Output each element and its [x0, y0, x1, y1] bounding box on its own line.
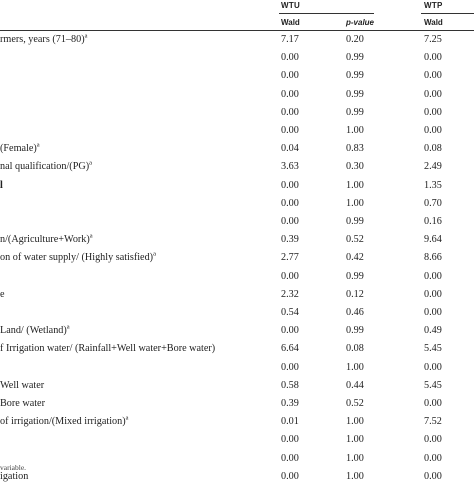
wtp-wald-cell: 7.25 — [424, 34, 442, 45]
footnote-marker: a — [36, 141, 40, 149]
wtu-pvalue-cell: 1.00 — [346, 434, 364, 446]
wtu-pvalue-cell: 0.08 — [346, 343, 364, 355]
wtu-pvalue-cell: 1.00 — [346, 361, 364, 373]
wtu-pvalue-cell: 0.52 — [346, 398, 364, 409]
pvalue-column-header-text: p-value — [346, 18, 375, 27]
row-label — [0, 377, 44, 395]
wtu-wald-cell: 0.00 — [281, 70, 299, 82]
table-row — [0, 286, 474, 304]
table-row — [0, 31, 474, 49]
wtu-wald-cell: 0.00 — [281, 470, 299, 482]
row-label — [0, 340, 215, 358]
wtp-wald-cell: 0.00 — [424, 106, 442, 118]
table-row — [0, 377, 474, 395]
table-row — [0, 104, 474, 122]
row-label-text: l — [0, 179, 3, 191]
table-row — [0, 86, 474, 104]
table-row — [0, 67, 474, 85]
footnote-marker: a — [153, 251, 156, 258]
wtu-pvalue-cell: 1.00 — [346, 197, 364, 209]
wtu-wald-cell: 3.63 — [281, 161, 299, 173]
table-row — [0, 122, 474, 140]
row-label — [0, 177, 3, 195]
wtu-pvalue-cell: 1.00 — [346, 452, 364, 464]
wtu-wald-cell: 0.58 — [281, 379, 299, 391]
row-label — [0, 31, 87, 49]
row-label-text: Bore water — [0, 398, 45, 409]
wtu-wald-cell: 7.17 — [281, 34, 299, 45]
wtu-pvalue-cell: 0.46 — [346, 307, 364, 318]
table-row — [0, 468, 474, 486]
wtu-wald-cell: 0.00 — [281, 452, 299, 464]
wtu-wald-cell: 2.77 — [281, 252, 299, 264]
table-row — [0, 413, 474, 431]
wtp-wald-column-header: Wald — [424, 18, 443, 27]
table-row — [0, 213, 474, 231]
row-label — [0, 158, 92, 176]
row-label-text: n/(Agriculture+Work) — [0, 234, 90, 246]
footnote-marker: a — [89, 160, 93, 167]
row-label — [0, 231, 93, 249]
wtp-header: WTP — [424, 1, 443, 10]
table-row — [0, 231, 474, 249]
table-row — [0, 395, 474, 413]
wtp-wald-cell: 0.49 — [424, 325, 442, 337]
row-label-text: of irrigation/(Mixed irrigation) — [0, 416, 126, 428]
wtu-wald-cell: 0.00 — [281, 361, 299, 373]
wtu-wald-cell: 0.54 — [281, 307, 299, 318]
wtu-pvalue-cell: 0.44 — [346, 379, 364, 391]
wtu-pvalue-cell: 1.00 — [346, 179, 364, 191]
wtp-wald-cell: 0.00 — [424, 470, 442, 482]
table-row — [0, 340, 474, 358]
wtp-wald-cell: 0.00 — [424, 288, 442, 300]
wtu-wald-cell: 0.00 — [281, 325, 299, 337]
table-row — [0, 304, 474, 322]
wtu-pvalue-cell: 0.20 — [346, 34, 364, 45]
wtu-pvalue-cell: 0.99 — [346, 270, 364, 282]
row-label-text: f Irrigation water/ (Rainfall+Well water+Bore water) — [0, 343, 216, 355]
wtp-wald-cell: 8.66 — [424, 252, 442, 264]
footnote-marker: a — [66, 323, 70, 331]
wtp-wald-cell: 0.00 — [424, 452, 442, 464]
table-row — [0, 431, 474, 449]
row-label-text: igation — [0, 470, 29, 482]
wtp-wald-cell: 0.16 — [424, 216, 442, 227]
wtp-wald-cell: 5.45 — [424, 379, 442, 391]
wtu-wald-cell: 0.00 — [281, 88, 299, 100]
wtp-group-rule — [421, 13, 474, 14]
wtu-wald-cell: 0.04 — [281, 143, 299, 155]
wtu-pvalue-cell: 0.42 — [346, 252, 364, 264]
wtp-wald-cell: 0.00 — [424, 398, 442, 409]
wtu-pvalue-cell: 0.52 — [346, 234, 364, 246]
wtu-pvalue-cell: 0.99 — [346, 70, 364, 82]
wtu-wald-cell: 0.39 — [281, 398, 299, 409]
row-label-text: Land/ (Wetland) — [0, 325, 67, 337]
table-row — [0, 158, 474, 176]
wtp-wald-cell: 9.64 — [424, 234, 442, 246]
row-label — [0, 286, 5, 304]
row-label-text: rmers, years (71–80) — [0, 34, 85, 45]
wtu-wald-cell: 0.00 — [281, 434, 299, 446]
wtu-pvalue-cell: 0.99 — [346, 52, 364, 64]
row-label-text: nal qualification/(PG) — [0, 161, 90, 173]
row-label — [0, 413, 129, 431]
wtp-wald-cell: 0.00 — [424, 52, 442, 64]
wald-column-header: Wald — [281, 18, 300, 27]
table-row — [0, 322, 474, 340]
wtp-wald-cell: 0.00 — [424, 125, 442, 136]
wtu-pvalue-cell: 0.99 — [346, 88, 364, 100]
wtu-wald-cell: 0.00 — [281, 216, 299, 227]
wtu-wald-cell: 0.01 — [281, 416, 299, 428]
wtp-wald-cell: 0.00 — [424, 307, 442, 318]
row-label-text: on of water supply/ (Highly satisfied) — [0, 252, 154, 264]
wtu-wald-cell: 0.00 — [281, 197, 299, 209]
wtu-pvalue-cell: 1.00 — [346, 470, 364, 482]
wtu-group-rule — [279, 13, 374, 14]
wtu-pvalue-cell: 0.99 — [346, 216, 364, 227]
wtu-wald-cell: 6.64 — [281, 343, 299, 355]
wtu-pvalue-cell: 0.83 — [346, 143, 364, 155]
row-label-text: e — [0, 288, 5, 300]
wtp-wald-cell: 0.00 — [424, 434, 442, 446]
row-label-text: Well water — [0, 379, 45, 391]
footnote-marker: a — [125, 414, 129, 422]
row-label — [0, 249, 156, 267]
table-row — [0, 195, 474, 213]
wtu-wald-cell: 0.00 — [281, 125, 299, 136]
footnote: variable. — [0, 463, 27, 472]
footnote-marker: a — [84, 32, 88, 40]
wtu-wald-cell: 0.00 — [281, 106, 299, 118]
wtu-wald-cell: 0.00 — [281, 179, 299, 191]
wtu-pvalue-cell: 1.00 — [346, 125, 364, 136]
row-label — [0, 395, 45, 413]
wtu-pvalue-cell: 1.00 — [346, 416, 364, 428]
footnote-marker: a — [89, 232, 93, 240]
wtp-wald-cell: 0.00 — [424, 70, 442, 82]
wtp-wald-cell: 2.49 — [424, 161, 442, 173]
table-row — [0, 140, 474, 158]
row-label-text: (Female) — [0, 143, 37, 155]
wtp-wald-cell: 0.08 — [424, 143, 442, 155]
table-row — [0, 359, 474, 377]
wtp-wald-cell: 0.00 — [424, 361, 442, 373]
wtu-wald-cell: 0.00 — [281, 52, 299, 64]
wtp-wald-cell: 0.00 — [424, 270, 442, 282]
row-label — [0, 140, 40, 158]
row-label — [0, 322, 70, 340]
wtu-wald-cell: 0.39 — [281, 234, 299, 246]
wtu-pvalue-cell: 0.12 — [346, 288, 364, 300]
wtp-wald-cell: 1.35 — [424, 179, 442, 191]
wtp-wald-cell: 7.52 — [424, 416, 442, 428]
pvalue-column-header — [346, 18, 374, 27]
wtu-wald-cell: 0.00 — [281, 270, 299, 282]
table-row — [0, 177, 474, 195]
wtu-pvalue-cell: 0.30 — [346, 161, 364, 173]
table-row — [0, 249, 474, 267]
wtu-header: WTU — [281, 1, 301, 10]
wtp-wald-cell: 0.00 — [424, 88, 442, 100]
wtu-wald-cell: 2.32 — [281, 288, 299, 300]
table-row — [0, 49, 474, 67]
table-row — [0, 450, 474, 468]
wtp-wald-cell: 5.45 — [424, 343, 442, 355]
wtu-pvalue-cell: 0.99 — [346, 106, 364, 118]
wtp-wald-cell: 0.70 — [424, 197, 442, 209]
table-row — [0, 268, 474, 286]
wtu-pvalue-cell: 0.99 — [346, 325, 364, 337]
